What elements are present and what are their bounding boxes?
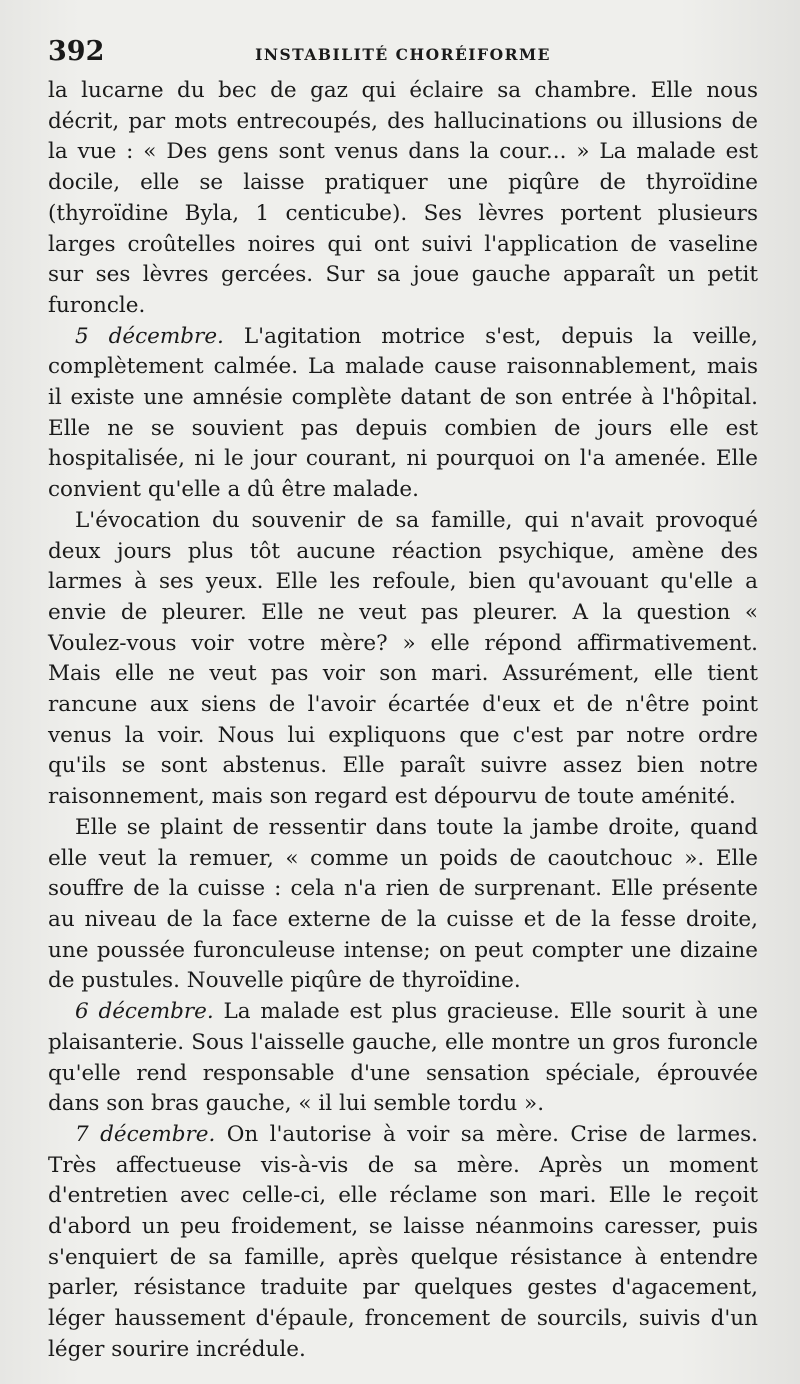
paragraph-text: Elle se plaint de ressentir dans toute la jambe droite, quand elle veut la remuer, « comme un poids de caoutchouc ». Elle souffre de la cuisse : cela n'a rien de surprenant. Elle présente au niveau de la face externe de la cuisse et de la fesse droite, une poussée furonculeuse intense; on peut compter une dizaine de pustules. Nouvelle piqûre de thyroïdine. <box>48 814 758 994</box>
page-number: 392 <box>48 36 105 67</box>
paragraph <box>48 813 758 997</box>
paragraph <box>48 1120 758 1366</box>
date-label: 5 décembre. <box>75 323 224 349</box>
paragraph <box>48 76 758 322</box>
date-label: 6 décembre. <box>75 999 214 1025</box>
paragraph-text: la lucarne du bec de gaz qui éclaire sa chambre. Elle nous décrit, par mots entrecoupés, des hallucinations ou illusions de la vue : « Des gens sont venus dans la cour... » La malade est docile, elle se laisse pratiquer une piqûre de thyroïdine (thyroïdine Byla, 1 centicube). Ses lèvres portent plusieurs larges croûtelles noires qui ont suivi l'application de vaseline sur ses lèvres gercées. Sur sa joue gauche apparaît un petit furoncle. <box>48 78 758 318</box>
paragraph <box>48 997 758 1120</box>
paragraph-text: L'évocation du souvenir de sa famille, qui n'avait provoqué deux jours plus tôt aucune réaction psychique, amène des larmes à ses yeux. Elle les refoule, bien qu'avouant qu'elle a envie de pleurer. Elle ne veut pas pleurer. A la question « Voulez-vous voir votre mère? » elle répond affirmativement. Mais elle ne veut pas voir son mari. Assurément, elle tient rancune aux siens de l'avoir écartée d'eux et de n'être point venus la voir. Nous lui expliquons que c'est par notre ordre qu'ils se sont abstenus. Elle paraît suivre assez bien notre raisonnement, mais son regard est dépourvu de toute aménité. <box>48 507 758 810</box>
paragraph-text: La malade est plus gracieuse. Elle sourit à une plaisanterie. Sous l'aisselle gauche, elle montre un gros furoncle qu'elle rend responsable d'une sensation spéciale, éprouvée dans son bras gauche, « il lui semble tordu ». <box>48 999 758 1117</box>
paragraph-text: On l'autorise à voir sa mère. Crise de larmes. Très affectueuse vis-à-vis de sa mère. Après un moment d'entretien avec celle-ci, elle réclame son mari. Elle le reçoit d'abord un peu froidement, se laisse néanmoins caresser, puis s'enquiert de sa famille, après quelque résistance à entendre parler, résistance traduite par quelques gestes d'agacement, léger haussement d'épaule, froncement de sourcils, suivis d'un léger sourire incrédule. <box>48 1121 758 1362</box>
running-title: INSTABILITÉ CHORÉIFORME <box>255 45 551 64</box>
body-text <box>48 76 758 1366</box>
page-header <box>48 36 758 76</box>
paragraph <box>48 506 758 813</box>
paragraph <box>48 322 758 506</box>
date-label: 7 décembre. <box>75 1121 216 1147</box>
paragraph-text: L'agitation motrice s'est, depuis la veille, complètement calmée. La malade cause raisonnablement, mais il existe une amnésie complète datant de son entrée à l'hôpital. Elle ne se souvient pas depuis combien de jours elle est hospitalisée, ni le jour courant, ni pourquoi on l'a amenée. Elle convient qu'elle a dû être malade. <box>48 323 758 503</box>
